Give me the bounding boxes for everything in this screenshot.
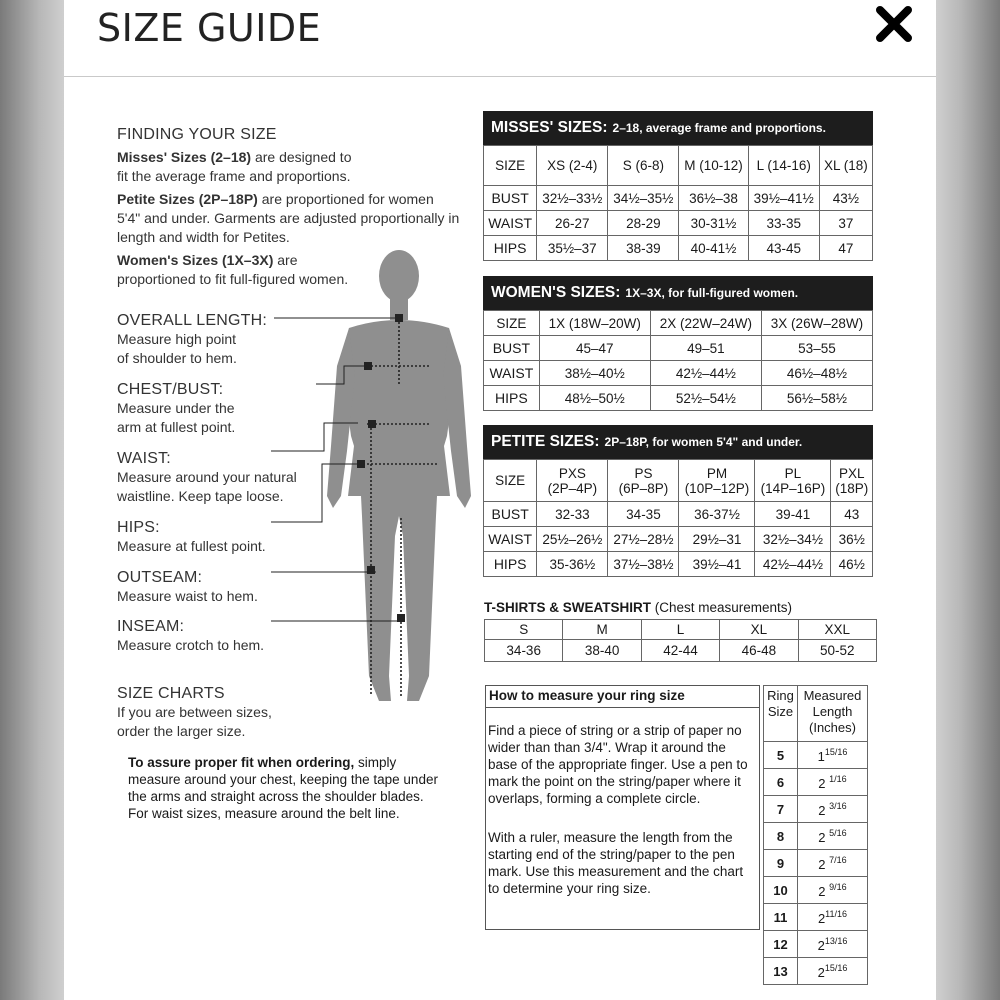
ring-instructions-title: How to measure your ring size xyxy=(486,686,759,708)
measure-label: OUTSEAM: xyxy=(117,569,203,586)
women-title: WOMEN'S SIZES: xyxy=(491,284,621,301)
table-row xyxy=(484,502,873,527)
table-header-cell: 1X (18W–20W) xyxy=(539,311,650,336)
ring-length-whole: 2 xyxy=(818,883,826,899)
measure-label: CHEST/BUST: xyxy=(117,381,224,398)
ring-length-fraction: 9/16 xyxy=(829,881,847,892)
table-cell xyxy=(797,769,867,796)
measure-label: OVERALL LENGTH: xyxy=(117,312,268,329)
table-header-cell: SIZE xyxy=(484,311,540,336)
petite-size-code: PXL xyxy=(838,465,865,481)
table-cell: 50-52 xyxy=(798,640,876,662)
ring-length-fraction: 15/16 xyxy=(824,746,848,757)
size-guide-modal xyxy=(64,0,936,1000)
ring-length-fraction: 11/16 xyxy=(825,908,848,919)
table-cell: 32½–33½ xyxy=(537,186,608,211)
table-cell: 13 xyxy=(764,958,798,985)
table-cell: BUST xyxy=(484,336,540,361)
tshirts-title xyxy=(484,600,792,615)
table-cell: 36-37½ xyxy=(679,502,755,527)
table-cell: 47 xyxy=(819,236,872,261)
table-cell: 38½–40½ xyxy=(539,361,650,386)
misses-description-text1: are designed to xyxy=(251,149,352,165)
table-header-cell: XL xyxy=(720,620,798,640)
ring-length-whole: 2 xyxy=(818,802,826,818)
measure-label: WAIST: xyxy=(117,450,171,467)
ring-size-table xyxy=(763,685,868,985)
table-header-cell: SIZE xyxy=(484,146,537,186)
table-cell: 42½–44½ xyxy=(650,361,761,386)
table-cell: 7 xyxy=(764,796,798,823)
table-header-cell xyxy=(679,460,755,502)
table-cell: 52½–54½ xyxy=(650,386,761,411)
table-header-cell: M (10-12) xyxy=(679,146,748,186)
table-cell: HIPS xyxy=(484,236,537,261)
size-charts-heading: SIZE CHARTS xyxy=(117,685,225,702)
table-row xyxy=(764,958,868,985)
measure-text: Measure at fullest point. xyxy=(117,538,266,554)
misses-description-bold: Misses' Sizes (2–18) xyxy=(117,149,252,165)
ring-length-fraction: 15/16 xyxy=(824,962,848,973)
proper-fit-note-text: simply xyxy=(354,755,397,770)
table-cell: BUST xyxy=(484,502,537,527)
women-description-text2: proportioned to fit full-figured women. xyxy=(117,271,349,287)
table-row xyxy=(764,904,868,931)
proper-fit-note-bold: To assure proper fit when ordering, xyxy=(128,755,355,770)
size-charts-section xyxy=(117,684,272,741)
women-table-header xyxy=(483,276,873,310)
table-cell: 34-36 xyxy=(485,640,563,662)
table-row xyxy=(764,877,868,904)
table-header-row xyxy=(764,686,868,742)
table-header-cell xyxy=(831,460,873,502)
measure-label: HIPS: xyxy=(117,519,160,536)
size-charts-text: If you are between sizes, xyxy=(117,704,272,720)
women-description-bold: Women's Sizes (1X–3X) xyxy=(117,252,274,268)
table-cell: 38-40 xyxy=(563,640,641,662)
table-header-cell: XXL xyxy=(798,620,876,640)
table-row xyxy=(485,640,877,662)
table-row xyxy=(764,931,868,958)
size-charts-text: order the larger size. xyxy=(117,723,246,739)
table-cell: 53–55 xyxy=(761,336,872,361)
table-cell xyxy=(797,931,867,958)
measure-text: Measure waist to hem. xyxy=(117,588,258,604)
measure-inseam xyxy=(117,617,264,655)
table-cell: 11 xyxy=(764,904,798,931)
table-cell: BUST xyxy=(484,186,537,211)
table-cell: WAIST xyxy=(484,211,537,236)
table-cell xyxy=(797,823,867,850)
petite-size-range: (6P–8P) xyxy=(618,480,669,496)
misses-description xyxy=(117,148,477,186)
measure-text: waistline. Keep tape loose. xyxy=(117,488,284,504)
table-cell: 40-41½ xyxy=(679,236,748,261)
table-header-cell: SIZE xyxy=(484,460,537,502)
proper-fit-note-text: measure around your chest, keeping the tape under xyxy=(128,772,438,787)
table-cell: 34½–35½ xyxy=(608,186,679,211)
table-header-cell: L (14-16) xyxy=(748,146,819,186)
table-cell: 48½–50½ xyxy=(539,386,650,411)
table-header-row xyxy=(484,311,873,336)
ring-instructions-text: Find a piece of string or a strip of paper no wider than than 3/4". Wrap it around the base of the appropriate finger. Use a pen to mark the point on the string/paper where it overlaps, forming a complete circle. xyxy=(488,723,748,806)
tshirts-title-bold: T-SHIRTS & SWEATSHIRT xyxy=(484,600,651,615)
misses-subtitle: 2–18, average frame and proportions. xyxy=(612,121,826,135)
table-cell: 33-35 xyxy=(748,211,819,236)
table-cell: 34-35 xyxy=(608,502,679,527)
table-header-cell: S (6-8) xyxy=(608,146,679,186)
table-cell: 5 xyxy=(764,742,798,769)
size-guide-content xyxy=(64,78,936,1000)
petite-size-table xyxy=(483,459,873,577)
measure-waist xyxy=(117,449,297,506)
table-cell: 37 xyxy=(819,211,872,236)
petite-description-text2: 5'4" and under. Garments are adjusted proportionally in xyxy=(117,210,460,226)
petite-title: PETITE SIZES: xyxy=(491,433,600,450)
table-header-row xyxy=(484,146,873,186)
measure-overall-length xyxy=(117,311,267,368)
women-subtitle: 1X–3X, for full-figured women. xyxy=(625,286,799,300)
measure-text: of shoulder to hem. xyxy=(117,350,237,366)
ring-length-fraction: 1/16 xyxy=(829,773,847,784)
table-cell xyxy=(797,796,867,823)
table-cell: 56½–58½ xyxy=(761,386,872,411)
table-header-cell: 2X (22W–24W) xyxy=(650,311,761,336)
petite-subtitle: 2P–18P, for women 5'4" and under. xyxy=(604,435,803,449)
table-row xyxy=(484,211,873,236)
measure-text: Measure around your natural xyxy=(117,469,297,485)
table-cell: 36½ xyxy=(831,527,873,552)
table-cell: 43 xyxy=(831,502,873,527)
petite-table-header xyxy=(483,425,873,459)
measure-text: Measure under the xyxy=(117,400,235,416)
table-cell: 39½–41 xyxy=(679,552,755,577)
petite-size-range: (10P–12P) xyxy=(684,480,750,496)
table-row xyxy=(484,552,873,577)
table-cell: 9 xyxy=(764,850,798,877)
measure-text: arm at fullest point. xyxy=(117,419,236,435)
table-header-cell xyxy=(755,460,831,502)
table-header-row xyxy=(485,620,877,640)
ring-length-fraction: 13/16 xyxy=(824,935,848,946)
table-cell xyxy=(797,958,867,985)
petite-description-bold: Petite Sizes (2P–18P) xyxy=(117,191,258,207)
measure-label: INSEAM: xyxy=(117,618,185,635)
table-header-cell: XL (18) xyxy=(819,146,872,186)
petite-size-code: PXS xyxy=(558,465,586,481)
ring-length-whole: 2 xyxy=(818,775,826,791)
table-cell: 43-45 xyxy=(748,236,819,261)
women-size-table xyxy=(483,310,873,411)
misses-title: MISSES' SIZES: xyxy=(491,119,608,136)
ring-size-instructions xyxy=(485,685,760,930)
table-cell: 29½–31 xyxy=(679,527,755,552)
table-cell: 46½ xyxy=(831,552,873,577)
petite-size-range: (18P) xyxy=(835,480,869,496)
ring-length-whole: 2 xyxy=(818,829,826,845)
table-row xyxy=(484,386,873,411)
petite-size-code: PM xyxy=(706,465,728,481)
tshirt-size-table xyxy=(484,619,877,662)
measure-chest-bust xyxy=(117,380,235,437)
ring-instructions-text: With a ruler, measure the length from the starting end of the string/paper to the pen mark. Use this measurement and the chart to determine your ring size. xyxy=(488,830,744,896)
measure-outseam xyxy=(117,568,258,606)
table-cell: 35-36½ xyxy=(537,552,608,577)
ring-length-whole: 2 xyxy=(818,856,826,872)
ring-length-whole: 2 xyxy=(817,964,825,980)
table-header-cell: 3X (26W–28W) xyxy=(761,311,872,336)
table-row xyxy=(484,527,873,552)
misses-description-text2: fit the average frame and proportions. xyxy=(117,168,351,184)
measure-text: Measure crotch to hem. xyxy=(117,637,265,653)
table-cell: HIPS xyxy=(484,552,537,577)
ring-length-fraction: 7/16 xyxy=(829,854,847,865)
table-header-cell: L xyxy=(641,620,719,640)
table-header-cell: M xyxy=(563,620,641,640)
table-row xyxy=(764,796,868,823)
petite-size-range: (2P–4P) xyxy=(547,480,598,496)
table-cell: 39-41 xyxy=(755,502,831,527)
table-header-cell xyxy=(537,460,608,502)
women-description-text1: are xyxy=(273,252,298,268)
petite-description-text1: are proportioned for women xyxy=(257,191,434,207)
table-row xyxy=(764,742,868,769)
measure-hips xyxy=(117,518,266,556)
ring-length-fraction: 3/16 xyxy=(829,800,847,811)
table-cell xyxy=(797,877,867,904)
table-row xyxy=(484,361,873,386)
table-header-cell: Measured Length (Inches) xyxy=(797,686,867,742)
table-cell: 35½–37 xyxy=(537,236,608,261)
table-cell: 46½–48½ xyxy=(761,361,872,386)
misses-table-header xyxy=(483,111,873,145)
table-cell: 38-39 xyxy=(608,236,679,261)
table-header-cell: Ring Size xyxy=(764,686,798,742)
table-cell: 10 xyxy=(764,877,798,904)
table-cell xyxy=(797,904,867,931)
ring-length-whole: 1 xyxy=(817,748,825,764)
table-cell: 26-27 xyxy=(537,211,608,236)
measure-text: Measure high point xyxy=(117,331,237,347)
table-cell xyxy=(797,742,867,769)
table-row xyxy=(764,823,868,850)
table-cell: 25½–26½ xyxy=(537,527,608,552)
proper-fit-note xyxy=(128,754,488,822)
table-cell xyxy=(797,850,867,877)
table-row xyxy=(764,850,868,877)
table-cell: 12 xyxy=(764,931,798,958)
women-description xyxy=(117,251,477,289)
table-cell: 36½–38 xyxy=(679,186,748,211)
table-cell: 46-48 xyxy=(720,640,798,662)
table-header-cell: S xyxy=(485,620,563,640)
petite-description xyxy=(117,190,477,247)
table-row xyxy=(484,186,873,211)
proper-fit-note-text: the arms and straight across the shoulder blades. xyxy=(128,789,424,804)
ring-length-whole: 2 xyxy=(817,910,826,926)
petite-description-text3: length and width for Petites. xyxy=(117,229,290,245)
table-cell: 32½–34½ xyxy=(755,527,831,552)
finding-heading: FINDING YOUR SIZE xyxy=(117,126,277,143)
modal-header xyxy=(64,0,936,77)
ring-length-whole: 2 xyxy=(817,937,825,953)
table-header-cell xyxy=(608,460,679,502)
table-cell: 6 xyxy=(764,769,798,796)
table-cell: 32-33 xyxy=(537,502,608,527)
ring-length-fraction: 5/16 xyxy=(829,827,847,838)
table-cell: 49–51 xyxy=(650,336,761,361)
table-cell: 28-29 xyxy=(608,211,679,236)
table-cell: 45–47 xyxy=(539,336,650,361)
table-cell: HIPS xyxy=(484,386,540,411)
close-x-icon xyxy=(872,2,916,46)
table-cell: 42½–44½ xyxy=(755,552,831,577)
table-header-row xyxy=(484,460,873,502)
proper-fit-note-text: For waist sizes, measure around the belt line. xyxy=(128,806,400,821)
table-cell: 42-44 xyxy=(641,640,719,662)
table-cell: 8 xyxy=(764,823,798,850)
table-cell: WAIST xyxy=(484,361,540,386)
table-cell: 37½–38½ xyxy=(608,552,679,577)
table-cell: WAIST xyxy=(484,527,537,552)
table-cell: 43½ xyxy=(819,186,872,211)
close-button[interactable] xyxy=(872,2,916,46)
modal-title: SIZE GUIDE xyxy=(97,6,322,50)
table-cell: 27½–28½ xyxy=(608,527,679,552)
table-row xyxy=(484,236,873,261)
table-cell: 30-31½ xyxy=(679,211,748,236)
petite-size-code: PL xyxy=(784,465,802,481)
table-cell: 39½–41½ xyxy=(748,186,819,211)
petite-size-code: PS xyxy=(634,465,653,481)
petite-size-range: (14P–16P) xyxy=(760,480,826,496)
tshirts-subtitle: (Chest measurements) xyxy=(651,600,793,615)
table-row xyxy=(764,769,868,796)
table-header-cell: XS (2-4) xyxy=(537,146,608,186)
misses-size-table xyxy=(483,145,873,261)
table-row xyxy=(484,336,873,361)
